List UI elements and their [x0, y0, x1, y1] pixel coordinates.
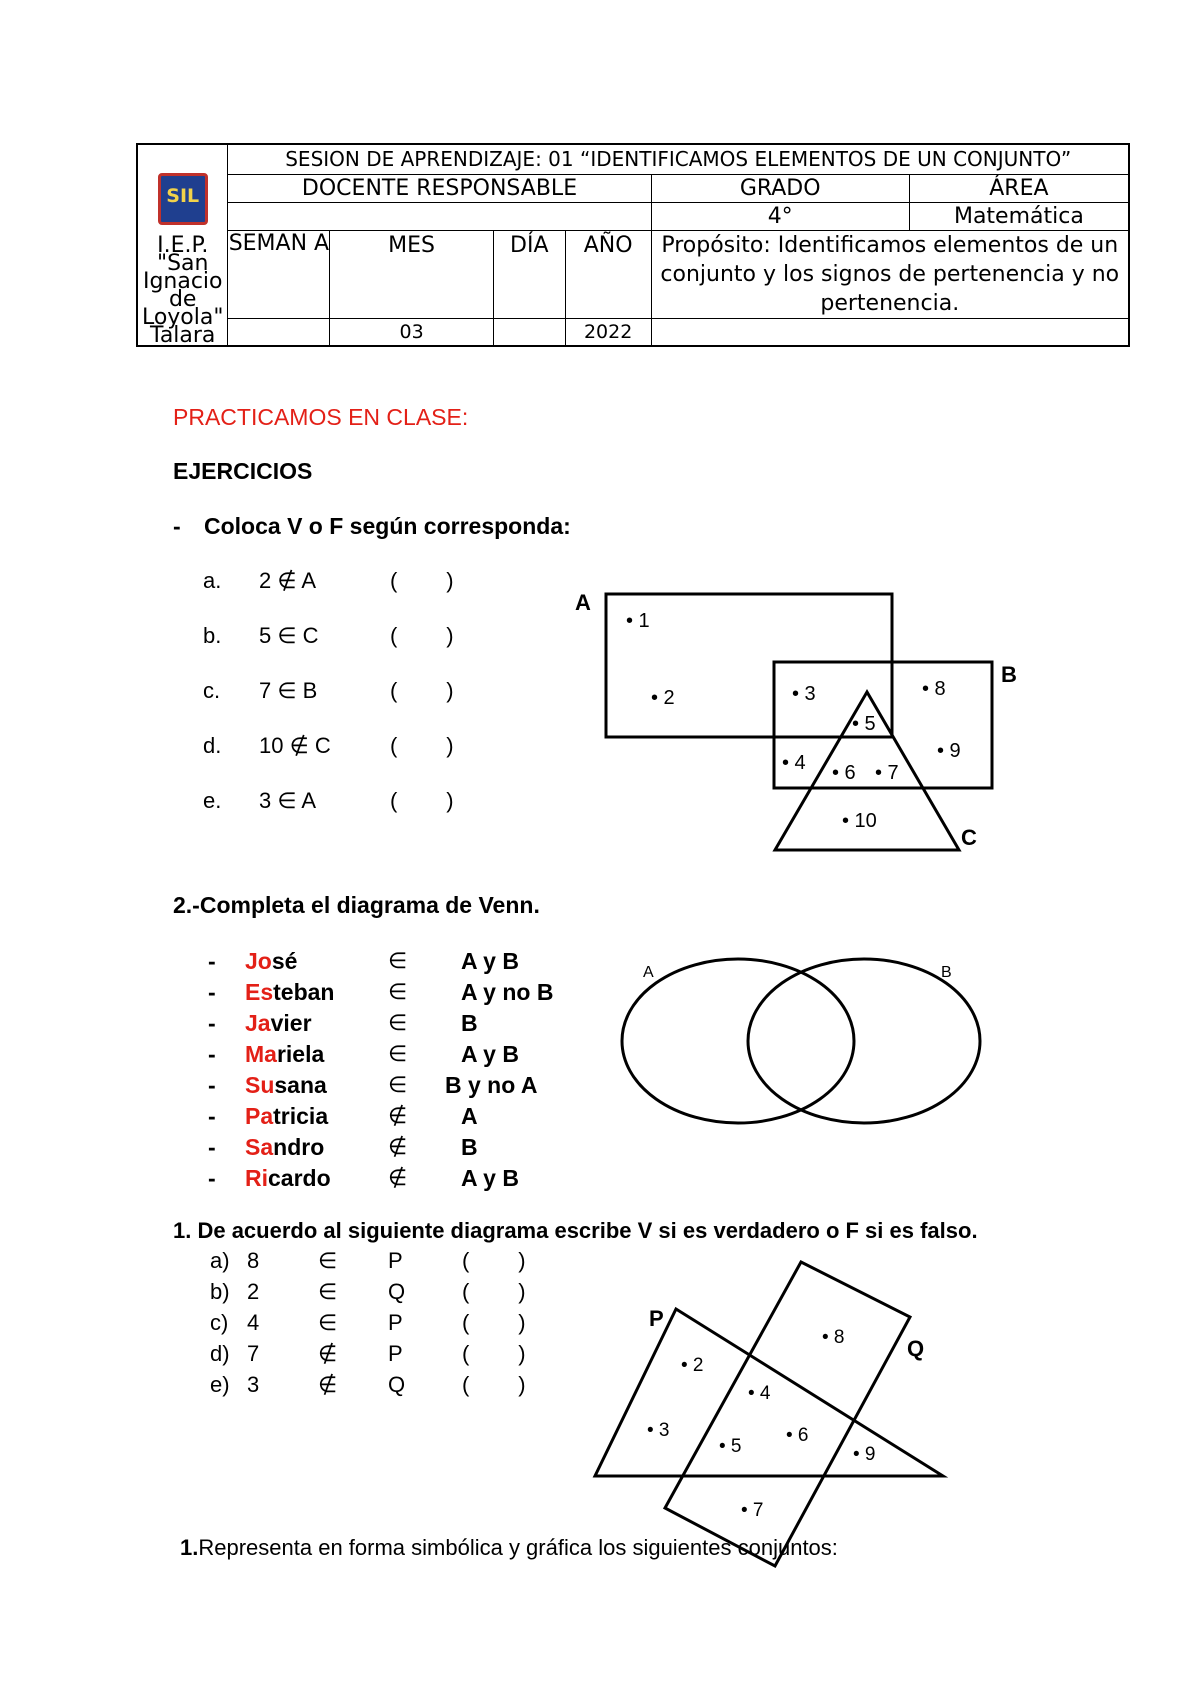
element-label: • 3: [792, 683, 816, 705]
dash: -: [208, 1072, 216, 1098]
element-label: • 6: [832, 762, 856, 784]
ex2-row: [208, 948, 216, 975]
exercise2-heading: 2.-Completa el diagrama de Venn.: [173, 892, 540, 918]
ex2-name: [245, 948, 297, 975]
name-red-part: Es: [245, 979, 274, 1005]
element-label: • 6: [786, 1425, 809, 1446]
area-label: ÁREA: [909, 174, 1129, 202]
ex1-item-label: c.: [203, 678, 221, 703]
ex2-row: [208, 979, 216, 1006]
dash: -: [208, 1103, 216, 1129]
ex1-item-label: d.: [203, 733, 222, 758]
venn-label-a: A: [643, 964, 654, 981]
practicamos-heading: PRACTICAMOS EN CLASE:: [173, 404, 469, 430]
ex3-answer-blank[interactable]: ( ): [462, 1279, 526, 1304]
ex2-set: B y no A: [445, 1072, 538, 1098]
ex2-set: A y B: [461, 948, 519, 974]
name-rest: riela: [276, 1041, 325, 1067]
venn-circle-a: [622, 959, 854, 1123]
dash: -: [208, 1041, 216, 1067]
mes-value: 03: [330, 319, 494, 346]
element-label: • 5: [719, 1436, 742, 1457]
set-label-p: P: [649, 1306, 664, 1331]
ex3-item-symbol: ∉: [318, 1372, 338, 1397]
school-line: Talara: [150, 323, 216, 348]
ex1-item-expr: 2 ∉ A: [259, 568, 317, 593]
ex2-row: [208, 1165, 216, 1192]
ex2-set: A: [461, 1103, 478, 1129]
docente-label: DOCENTE RESPONSABLE: [228, 174, 651, 202]
element-label: • 9: [937, 740, 961, 762]
ex2-set: B: [461, 1010, 478, 1036]
school-line: de: [168, 287, 197, 312]
ex3-item-symbol: ∈: [318, 1310, 338, 1335]
name-rest: tricia: [273, 1103, 329, 1129]
element-label: • 9: [853, 1444, 876, 1465]
anio-value: 2022: [565, 319, 651, 346]
ex3-item-set: P: [388, 1248, 403, 1273]
exercise1-instruction: Coloca V o F según corresponda:: [204, 513, 571, 539]
ex2-row: [208, 1134, 216, 1161]
element-label: • 8: [822, 1327, 845, 1348]
exercise3-heading: 1. De acuerdo al siguiente diagrama escribe V si es verdadero o F si es falso.: [173, 1218, 978, 1243]
school-logo: SIL: [158, 173, 208, 225]
ex2-row: [208, 1041, 216, 1068]
ex1-item-expr: 5 ∈ C: [259, 623, 319, 648]
ex2-row: [208, 1010, 216, 1037]
ex3-item-symbol: ∈: [318, 1248, 338, 1273]
element-label: • 8: [922, 678, 946, 700]
ex3-item-symbol: ∉: [318, 1341, 338, 1366]
ex2-row: [208, 1103, 216, 1130]
exercise4-text: Representa en forma simbólica y gráfica los siguientes conjuntos:: [198, 1535, 838, 1560]
ex2-symbol: ∉: [388, 1165, 408, 1190]
element-label: • 5: [852, 713, 876, 735]
ex2-symbol: ∉: [388, 1103, 408, 1128]
grado-value: 4°: [651, 202, 909, 230]
element-label: • 2: [681, 1355, 704, 1376]
grado-label: GRADO: [651, 174, 909, 202]
name-rest: cardo: [268, 1165, 331, 1191]
ex3-item-set: Q: [388, 1372, 406, 1397]
school-line: Loyola": [141, 305, 224, 330]
ex2-name: [245, 1134, 324, 1161]
ex3-item-set: P: [388, 1310, 403, 1335]
dash: -: [208, 1134, 216, 1160]
ex2-symbol: ∉: [388, 1134, 408, 1159]
ex3-answer-blank[interactable]: ( ): [462, 1341, 526, 1366]
ex2-name: [245, 1165, 331, 1192]
ex3-answer-blank[interactable]: ( ): [462, 1310, 526, 1335]
school-line: Ignacio: [142, 269, 223, 294]
element-label: • 2: [651, 687, 675, 709]
dash: -: [208, 948, 216, 974]
element-label: • 4: [782, 752, 806, 774]
venn-circle-b: [748, 959, 980, 1123]
element-label: • 3: [647, 1420, 670, 1441]
ex1-item-expr: 10 ∉ C: [259, 733, 331, 758]
semana-label: SEMAN A: [228, 230, 330, 318]
ex3-item-num: 3: [247, 1372, 260, 1397]
ex3-item-label: e): [210, 1372, 230, 1397]
ex3-item-set: P: [388, 1341, 403, 1366]
proposito: Propósito: Identificamos elementos de un conjunto y los signos de pertenencia y no pertenencia.: [651, 230, 1129, 318]
element-label: • 7: [741, 1500, 764, 1521]
name-red-part: Sa: [245, 1134, 274, 1160]
school-line: I.E.P.: [157, 233, 209, 258]
ex3-item-symbol: ∈: [318, 1279, 338, 1304]
ex2-symbol: ∈: [388, 979, 408, 1004]
name-rest: sé: [271, 948, 298, 974]
venn-label-b: B: [941, 964, 952, 981]
ex2-name: [245, 1072, 327, 1099]
ex1-item-label: e.: [203, 788, 222, 813]
mes-label: MES: [330, 230, 494, 318]
ex1-answer-blank[interactable]: ( ): [390, 623, 454, 648]
ex2-name: [245, 979, 334, 1006]
exercise4-line: [180, 1535, 838, 1561]
ex3-item-label: a): [210, 1248, 230, 1273]
name-rest: sana: [274, 1072, 327, 1098]
set-label-c: C: [961, 825, 977, 850]
ex2-name: [245, 1041, 324, 1068]
ex2-set: B: [461, 1134, 478, 1160]
ex1-item-expr: 3 ∈ A: [259, 788, 317, 813]
exercise1-dash: -: [173, 513, 181, 539]
area-value: Matemática: [909, 202, 1129, 230]
ex1-item-label: a.: [203, 568, 222, 593]
ex3-item-num: 7: [247, 1341, 260, 1366]
ex2-set: A y no B: [461, 979, 554, 1005]
ex1-answer-blank[interactable]: ( ): [390, 678, 454, 703]
set-q-rectangle: [665, 1262, 910, 1566]
ex2-row: [208, 1072, 216, 1099]
ex3-item-label: b): [210, 1279, 230, 1304]
set-label-q: Q: [907, 1336, 925, 1361]
name-red-part: Su: [245, 1072, 275, 1098]
ex1-item-label: b.: [203, 623, 222, 648]
ex1-item-expr: 7 ∈ B: [259, 678, 318, 703]
anio-label: AÑO: [565, 230, 651, 318]
ex3-item-label: d): [210, 1341, 230, 1366]
ex2-symbol: ∈: [388, 948, 408, 973]
ex3-item-num: 4: [247, 1310, 260, 1335]
ex1-answer-blank[interactable]: ( ): [390, 733, 454, 758]
ex2-symbol: ∈: [388, 1072, 408, 1097]
ex2-set: A y B: [461, 1041, 519, 1067]
name-red-part: Pa: [245, 1103, 274, 1129]
dash: -: [208, 979, 216, 1005]
dash: -: [208, 1010, 216, 1036]
ex2-set: A y B: [461, 1165, 519, 1191]
ex2-symbol: ∈: [388, 1041, 408, 1066]
ex2-name: [245, 1010, 312, 1037]
ex1-answer-blank[interactable]: ( ): [390, 568, 454, 593]
school-line: "San: [156, 251, 209, 276]
ex3-item-num: 8: [247, 1248, 260, 1273]
ejercicios-heading: EJERCICIOS: [173, 458, 313, 484]
name-red-part: Ma: [245, 1041, 277, 1067]
set-label-b: B: [1001, 662, 1017, 687]
dash: -: [208, 1165, 216, 1191]
element-label: • 7: [875, 762, 899, 784]
set-label-a: A: [575, 590, 591, 615]
element-label: • 1: [626, 610, 650, 632]
ex3-answer-blank[interactable]: ( ): [462, 1372, 526, 1397]
name-rest: teban: [273, 979, 335, 1005]
name-rest: ndro: [273, 1134, 325, 1160]
ex3-item-label: c): [210, 1310, 229, 1335]
ex3-item-set: Q: [388, 1279, 406, 1304]
exercise4-number: 1.: [180, 1535, 199, 1560]
ex3-item-num: 2: [247, 1279, 260, 1304]
name-red-part: Jo: [245, 948, 272, 974]
name-rest: vier: [270, 1010, 312, 1036]
ex2-name: [245, 1103, 328, 1130]
ex2-symbol: ∈: [388, 1010, 408, 1035]
dia-label: DÍA: [493, 230, 565, 318]
name-red-part: Ja: [245, 1010, 271, 1036]
session-title: SESION DE APRENDIZAJE: 01 “IDENTIFICAMOS ELEMENTOS DE UN CONJUNTO”: [228, 144, 1129, 174]
name-red-part: Ri: [245, 1165, 268, 1191]
ex1-answer-blank[interactable]: ( ): [390, 788, 454, 813]
element-label: • 10: [842, 810, 877, 832]
element-label: • 4: [748, 1383, 771, 1404]
ex3-answer-blank[interactable]: ( ): [462, 1248, 526, 1273]
